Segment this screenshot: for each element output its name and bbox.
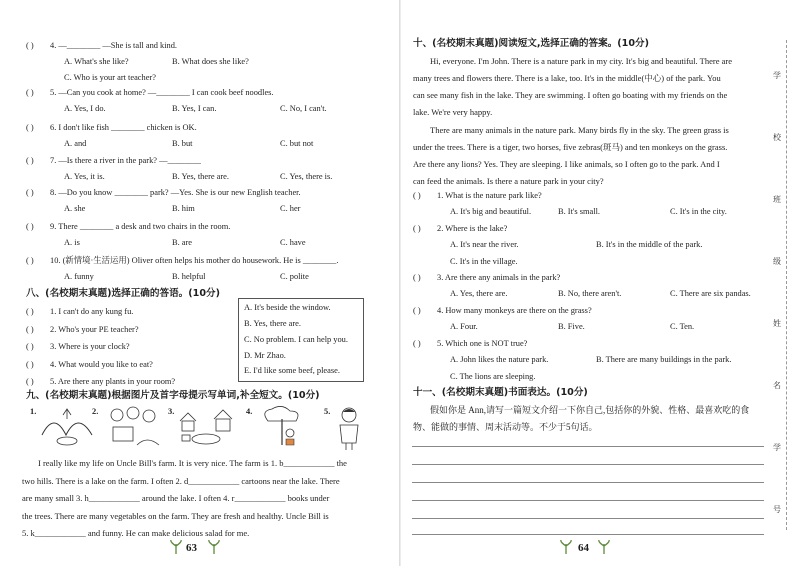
answer-option: B. There are many buildings in the park. xyxy=(596,355,732,364)
passage-line: the trees. There are many vegetables on the farm. They are fresh and healthy. Uncle Bill is xyxy=(22,510,329,521)
answer-option: B. No, there aren't. xyxy=(558,289,622,298)
section-9-title: 九、(名校期末真题)根据图片及首字母提示写单词,补全短文。(10分) xyxy=(26,390,320,401)
passage-line: 5. k____________ and funny. He can make delicious salad for me. xyxy=(22,528,250,539)
match-item: 5. Are there any plants in your room? xyxy=(50,377,176,386)
question-stem: 2. Where is the lake? xyxy=(437,224,508,233)
option-e: E. I'd like some beef, please. xyxy=(244,366,340,375)
binding-cut-line xyxy=(786,40,787,530)
man-picture xyxy=(334,405,364,451)
section-8-title: 八、(名校期末真题)选择正确的答语。(10分) xyxy=(26,288,220,299)
answer-option: A. Four. xyxy=(450,322,478,331)
passage-line: two hills. There is a lake on the farm. I often 2. d____________ cartoons near the lake. There xyxy=(22,475,340,486)
passage-line: Are there any lions? Yes. They are sleeping. I like animals, so I often go to the park. And I xyxy=(413,159,720,169)
answer-bracket: ( ) xyxy=(26,359,34,369)
binding-label: 名 xyxy=(773,381,781,390)
match-item: 4. What would you like to eat? xyxy=(50,359,153,369)
answer-bracket: ( ) xyxy=(26,88,34,97)
answer-bracket: ( ) xyxy=(26,324,34,334)
question-stem: 4. How many monkeys are there on the grass? xyxy=(437,306,592,315)
answer-option: B. Yes, I can. xyxy=(172,104,217,113)
answer-bracket: ( ) xyxy=(26,188,34,197)
answer-bracket: ( ) xyxy=(26,342,34,351)
answer-option: C. The lions are sleeping. xyxy=(450,372,536,381)
binding-label: 学 xyxy=(773,443,781,452)
answer-option: A. It's big and beautiful. xyxy=(450,207,532,216)
answer-option: B. Five. xyxy=(558,322,585,331)
binding-label: 班 xyxy=(773,195,781,204)
answer-option: C. There are six pandas. xyxy=(670,289,751,298)
question-stem: 7. —Is there a river in the park? —________ xyxy=(50,156,201,165)
passage-line: can feed the animals. Is there a nature park in your city? xyxy=(413,176,604,186)
answer-option: A. John likes the nature park. xyxy=(450,355,549,364)
section-10-title: 十、(名校期末真题)阅读短文,选择正确的答案。(10分) xyxy=(413,38,650,49)
answer-option: A. Yes, it is. xyxy=(64,172,105,181)
picture-number-1: 1. xyxy=(30,407,37,416)
answer-option: C. her xyxy=(280,204,301,213)
picture-number-4: 4. xyxy=(246,407,253,416)
passage-line: can see many fish in the lake. They are swimming. I often go boating with my friends on the xyxy=(413,90,728,100)
picture-number-3: 3. xyxy=(168,407,175,416)
writing-line[interactable] xyxy=(412,518,764,519)
question-stem: 3. Are there any animals in the park? xyxy=(437,273,561,282)
question-stem: 9. There ________ a desk and two chairs in the room. xyxy=(50,222,231,231)
page-number-63: 63 xyxy=(186,542,197,554)
answer-option: C. Who is your art teacher? xyxy=(64,73,156,82)
answer-bracket: ( ) xyxy=(413,191,421,200)
passage-line: I really like my life on Uncle Bill's farm. It is very nice. The farm is 1. b____________ the xyxy=(38,458,347,468)
question-stem: 1. What is the nature park like? xyxy=(437,191,542,200)
passage-line: many trees and flowers there. There is a lake, too. It's in the middle(中心) of the park. You xyxy=(413,73,721,83)
answer-bracket: ( ) xyxy=(26,222,34,231)
answer-bracket: ( ) xyxy=(413,306,421,315)
answer-bracket: ( ) xyxy=(26,156,34,165)
leaf-icon xyxy=(560,540,572,554)
passage-line: lake. We're very happy. xyxy=(413,107,493,117)
binding-label: 号 xyxy=(773,505,781,514)
answer-bracket: ( ) xyxy=(413,224,421,233)
question-stem: 8. —Do you know ________ park? —Yes. She is our new English teacher. xyxy=(50,188,301,197)
binding-label: 校 xyxy=(773,133,781,142)
leaf-icon xyxy=(598,540,610,554)
section-8-options-box xyxy=(238,298,364,382)
answer-option: B. What does she like? xyxy=(172,57,249,66)
question-stem: 6. I don't like fish ________ chicken is OK. xyxy=(50,123,197,132)
passage-line: Hi, everyone. I'm John. There is a nature park in my city. It's big and beautiful. There are xyxy=(430,56,732,66)
question-stem: 10. (新情境·生活运用) Oliver often helps his mother do housework. He is ________. xyxy=(50,256,339,265)
answer-option: B. Yes, there are. xyxy=(172,172,229,181)
hills-lake-picture xyxy=(40,405,94,449)
answer-bracket: ( ) xyxy=(26,256,34,265)
binding-label: 姓 xyxy=(773,319,781,328)
houses-lake-picture xyxy=(178,405,238,449)
answer-option: C. polite xyxy=(280,272,309,281)
option-d: D. Mr Zhao. xyxy=(244,351,286,360)
question-stem: 4. —________ —She is tall and kind. xyxy=(50,41,178,50)
answer-option: A. and xyxy=(64,139,87,148)
question-stem: 5. Which one is NOT true? xyxy=(437,339,528,348)
answer-bracket: ( ) xyxy=(26,377,34,386)
writing-prompt-line-2: 物、能做的事情、周末活动等。不少于5句话。 xyxy=(413,422,598,432)
answer-option: C. It's in the city. xyxy=(670,207,727,216)
option-c: C. No problem. I can help you. xyxy=(244,335,348,344)
writing-line[interactable] xyxy=(412,534,764,535)
binding-label: 学 xyxy=(773,71,781,80)
answer-option: B. It's small. xyxy=(558,207,600,216)
answer-option: B. It's in the middle of the park. xyxy=(596,240,703,249)
option-a: A. It's beside the window. xyxy=(244,303,331,312)
match-item: 3. Where is your clock? xyxy=(50,342,130,351)
answer-bracket: ( ) xyxy=(26,123,34,132)
answer-bracket: ( ) xyxy=(26,307,34,316)
answer-option: A. Yes, there are. xyxy=(450,289,508,298)
writing-line[interactable] xyxy=(412,482,764,483)
reading-under-tree-picture xyxy=(256,405,310,451)
answer-bracket: ( ) xyxy=(413,273,421,282)
match-item: 2. Who's your PE teacher? xyxy=(50,324,139,334)
writing-prompt-line-1: 假如你是 Ann,请写一篇短文介绍一下你自己,包括你的外貌、性格、最喜欢吃的食 xyxy=(430,405,750,415)
writing-line[interactable] xyxy=(412,500,764,501)
answer-option: A. Yes, I do. xyxy=(64,104,106,113)
question-stem: 5. —Can you cook at home? —________ I can cook beef noodles. xyxy=(50,88,274,97)
answer-option: C. No, I can't. xyxy=(280,104,327,113)
answer-option: C. Yes, there is. xyxy=(280,172,333,181)
answer-option: B. but xyxy=(172,139,193,148)
answer-option: C. have xyxy=(280,238,306,247)
answer-option: A. is xyxy=(64,238,80,247)
answer-bracket: ( ) xyxy=(413,339,421,348)
picture-number-5: 5. xyxy=(324,407,331,416)
answer-option: B. helpful xyxy=(172,272,206,281)
answer-option: C. Ten. xyxy=(670,322,695,331)
answer-option: A. What's she like? xyxy=(64,57,129,66)
answer-option: B. are xyxy=(172,238,192,247)
answer-option: C. but not xyxy=(280,139,314,148)
passage-line: under the trees. There is a tiger, two horses, five zebras(斑马) and ten monkeys on the grass. xyxy=(413,142,728,152)
answer-option: C. It's in the village. xyxy=(450,257,518,266)
writing-line[interactable] xyxy=(412,464,764,465)
leaf-icon xyxy=(170,540,182,554)
passage-line: are many small 3. h____________ around the lake. I often 4. r____________ books under xyxy=(22,493,330,504)
match-item: 1. I can't do any kung fu. xyxy=(50,307,134,316)
passage-line: There are many animals in the nature park. Many birds fly in the sky. The green grass is xyxy=(430,125,729,135)
answer-option: A. she xyxy=(64,204,86,213)
section-11-title: 十一、(名校期末真题)书面表达。(10分) xyxy=(413,387,588,398)
option-b: B. Yes, there are. xyxy=(244,319,301,328)
answer-option: A. funny xyxy=(64,272,94,281)
leaf-icon xyxy=(208,540,220,554)
writing-line[interactable] xyxy=(412,446,764,447)
answer-option: A. It's near the river. xyxy=(450,240,519,249)
answer-option: B. him xyxy=(172,204,195,213)
picture-number-2: 2. xyxy=(92,407,99,416)
binding-label: 级 xyxy=(773,257,781,266)
watching-tv-picture xyxy=(103,405,163,449)
page-number-64: 64 xyxy=(578,542,589,554)
answer-bracket: ( ) xyxy=(26,41,34,50)
